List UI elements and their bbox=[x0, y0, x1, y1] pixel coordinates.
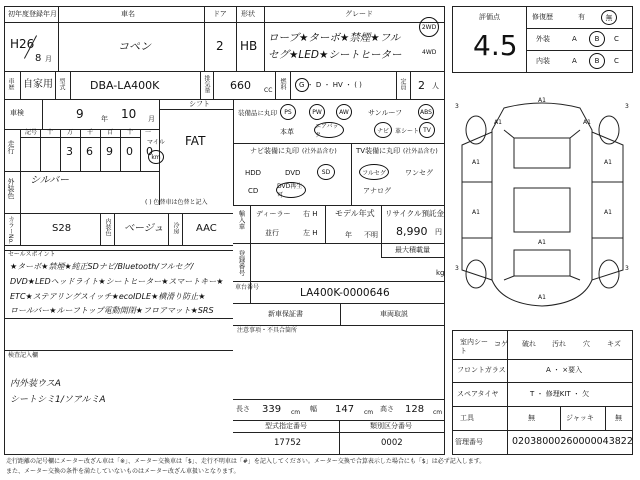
score-label: 評価点 bbox=[479, 13, 500, 21]
model-year-label: モデル年式 bbox=[335, 209, 375, 218]
mgmt-number: 02038000260000043822 bbox=[512, 436, 633, 447]
inspector-line: シートシミ1/ソアルミA bbox=[10, 395, 106, 405]
equip-abs-circle: ABS bbox=[418, 104, 434, 120]
interior-color-label: 内装色 bbox=[104, 218, 111, 236]
windshield-label: フロントガラス bbox=[457, 366, 506, 374]
seat-label: 室内シート bbox=[460, 338, 488, 356]
seat-yogore: 汚れ bbox=[552, 340, 566, 348]
ac-label: 冷房 bbox=[172, 222, 179, 234]
category-value: 自家用 bbox=[23, 79, 53, 90]
equip-navi-circle: ナビ bbox=[374, 122, 392, 138]
spare-value: T ・ 修理KIT ・ 欠 bbox=[530, 390, 590, 398]
color-no-label: カラーNo. bbox=[7, 216, 14, 244]
nav-cd: CD bbox=[248, 187, 259, 195]
height-value: 128 bbox=[405, 404, 425, 415]
inspection-month-unit: 月 bbox=[148, 115, 155, 123]
mileage-digit: 0 bbox=[126, 145, 133, 158]
interior-color-value: ベージュ bbox=[124, 223, 164, 234]
repair-yes: 有 bbox=[578, 13, 585, 21]
sales-line: ロールバー★ルーフトップ電動開閉★フロアマット★SRS bbox=[10, 306, 214, 315]
footer-note: 走行距離の記号欄にメーター改ざん車は「※」、メーター交換車は「$」、走行不明車は「#」を記入してください。メーター交換で合算表示した場合にも「$」は必ず記入します。 bbox=[6, 458, 486, 465]
diagram-label: A1 bbox=[583, 119, 591, 126]
car-name: コペン bbox=[118, 40, 151, 53]
mileage-digit: 9 bbox=[106, 145, 113, 158]
mileage-unit-ju: 十 bbox=[127, 129, 134, 136]
designation-value: 17752 bbox=[274, 438, 302, 448]
nav-sub: (社外品含む) bbox=[302, 148, 337, 155]
fuel-label: 燃料 bbox=[279, 78, 286, 90]
drive-4wd: 4WD bbox=[422, 49, 437, 56]
shift-label: シフト bbox=[189, 100, 210, 108]
capacity-label: 定員 bbox=[399, 78, 406, 90]
mileage-digit: 3 bbox=[66, 145, 73, 158]
nav-dvd-play-circle: DVD再生可 bbox=[276, 182, 306, 198]
equip-sunroof: サンルーフ bbox=[368, 109, 403, 117]
diagram-label: A1 bbox=[472, 209, 480, 216]
mileage-label: 走行 bbox=[7, 140, 15, 154]
recycle-label: リサイクル預託金 bbox=[385, 209, 444, 218]
equip-airbag-circle: エアバック bbox=[314, 122, 344, 138]
windshield-value: A ・ ×要入 bbox=[546, 366, 583, 374]
model-year-unit: 年 bbox=[345, 231, 352, 239]
mileage-unit-symbol: 記号 bbox=[25, 129, 38, 136]
import-label: 輸入車 bbox=[237, 210, 246, 230]
length-unit: cm bbox=[291, 409, 301, 416]
tread-label: 3 bbox=[625, 265, 629, 272]
reg-month: 8 bbox=[35, 53, 42, 64]
diagram-label: A1 bbox=[494, 119, 502, 126]
diagram-label: A1 bbox=[538, 97, 546, 104]
ac-value: AAC bbox=[196, 223, 217, 234]
exterior-grade-a: A bbox=[572, 35, 577, 43]
fuel-options: G ・ D ・ HV ・ ( ) bbox=[299, 81, 362, 89]
equip-aw-circle: AW bbox=[336, 104, 352, 120]
mile-unit: マイル bbox=[147, 139, 165, 146]
capacity-unit: 人 bbox=[432, 82, 439, 90]
car-diagram bbox=[452, 90, 633, 320]
chassis-label: 車台番号 bbox=[235, 284, 260, 291]
width-unit: cm bbox=[364, 409, 374, 416]
capacity-value: 2 bbox=[418, 79, 425, 92]
mileage-unit-hyaku: 百 bbox=[107, 129, 114, 136]
inspection-year-unit: 年 bbox=[101, 115, 108, 123]
recycle-yen: 円 bbox=[435, 228, 442, 236]
interior-grade-c: C bbox=[614, 57, 619, 65]
grade-line2: セグ★LED★シートヒーター bbox=[268, 49, 402, 61]
shift-value: FAT bbox=[185, 134, 206, 148]
exterior-label: 外装色 bbox=[7, 178, 15, 199]
equip-pw-circle: PW bbox=[309, 104, 325, 120]
mileage-digit: 0 bbox=[146, 145, 153, 158]
mileage-digit: 6 bbox=[86, 145, 93, 158]
designation-label: 型式指定番号 bbox=[265, 422, 307, 430]
nav-title: ナビ装備に丸印 bbox=[250, 147, 299, 155]
reg-year: H26 bbox=[10, 37, 35, 51]
footer-note: また、メーター交換の条件を満たしていないものはメーター改ざん車扱いとなります。 bbox=[6, 468, 240, 475]
import-right: 右 H bbox=[303, 210, 318, 218]
tools-value: 無 bbox=[528, 414, 535, 422]
class-value: 0002 bbox=[381, 438, 403, 448]
mileage-unit-ichi: 一 bbox=[145, 129, 152, 136]
cc-unit: CC bbox=[264, 87, 273, 94]
doors-label: ドア bbox=[213, 10, 227, 18]
km-circle: km bbox=[148, 150, 164, 164]
notes-label: 注意事項・不具合箇所 bbox=[237, 327, 298, 334]
inspector-label: 検査記入欄 bbox=[8, 352, 39, 359]
diagram-label: A1 bbox=[604, 159, 612, 166]
width-value: 147 bbox=[335, 404, 355, 415]
diagram-label: A1 bbox=[472, 159, 480, 166]
equipment-title: 装備品に丸印 bbox=[238, 109, 277, 117]
model-value: DBA-LA400K bbox=[90, 79, 160, 92]
repair-label: 修復歴 bbox=[532, 13, 553, 21]
interior-grade-a: A bbox=[572, 57, 577, 65]
tread-label: 3 bbox=[455, 103, 459, 110]
equip-tv-circle: TV bbox=[419, 122, 435, 138]
nav-sd-circle: SD bbox=[317, 164, 335, 180]
first-reg-label: 初年度登録年月 bbox=[8, 10, 57, 18]
diagram-label: A1 bbox=[538, 239, 546, 246]
import-parallel: 並行 bbox=[265, 229, 279, 237]
drive-2wd-circle: 2WD bbox=[419, 17, 439, 37]
tv-oneseg: ワンセグ bbox=[405, 169, 433, 177]
nav-dvd: DVD bbox=[285, 169, 301, 177]
sales-line: DVD★LEDヘッドライト★シートヒーター★スマートキー★ bbox=[10, 277, 224, 286]
vehicle-manual: 車両取説 bbox=[380, 310, 408, 318]
car-name-label: 車名 bbox=[121, 10, 135, 18]
class-label: 類別区分番号 bbox=[370, 422, 412, 430]
tread-label: 3 bbox=[625, 103, 629, 110]
grade-label: グレード bbox=[345, 10, 373, 18]
doors-value: 2 bbox=[216, 39, 224, 53]
height-unit: cm bbox=[433, 409, 443, 416]
length-value: 339 bbox=[262, 404, 282, 415]
tv-sub: (社外品含む) bbox=[403, 148, 438, 155]
seat-yabure: 破れ bbox=[522, 340, 536, 348]
exterior-grade-c: C bbox=[614, 35, 619, 43]
interior-grade-label: 内装 bbox=[536, 57, 550, 65]
inspection-month: 10 bbox=[121, 107, 137, 121]
nav-hdd: HDD bbox=[245, 169, 262, 177]
displacement-value: 660 bbox=[230, 79, 251, 92]
exterior-grade-b-circle: B bbox=[589, 31, 605, 47]
equip-ps-circle: PS bbox=[280, 104, 296, 120]
import-dealer: ディーラー bbox=[256, 210, 291, 218]
regnum-label: 登録番号 bbox=[237, 250, 246, 276]
displacement-label: 排気量 bbox=[203, 75, 210, 93]
length-label: 長さ bbox=[236, 405, 250, 413]
sales-point-label: セールスポイント bbox=[8, 251, 56, 258]
category-label: 車歴 bbox=[7, 78, 14, 90]
sales-line: ETC★ステアリングスイッチ★ecoIDLE★横滑り防止★ bbox=[10, 292, 206, 301]
new-warranty: 新車保証書 bbox=[268, 310, 303, 318]
tread-label: 3 bbox=[455, 265, 459, 272]
jack-label: ジャッキ bbox=[566, 414, 594, 422]
tv-title: TV装備に丸印 bbox=[356, 147, 401, 155]
seat-kizu: キズ bbox=[607, 340, 621, 348]
model-year-unknown: 不明 bbox=[364, 231, 378, 239]
equip-leather-seat: 革シート bbox=[395, 128, 420, 135]
car-outline-icon bbox=[452, 90, 633, 320]
type-label: 型式 bbox=[58, 78, 65, 90]
max-load-label: 最大積載量 bbox=[395, 246, 430, 254]
shape-label: 形状 bbox=[241, 10, 255, 18]
exterior-grade-label: 外装 bbox=[536, 35, 550, 43]
chassis-number: LA400K-0000646 bbox=[300, 287, 390, 299]
inspection-year: 9 bbox=[76, 107, 84, 121]
shape-value: HB bbox=[240, 39, 258, 53]
exterior-color: シルバー bbox=[30, 175, 70, 186]
equip-leather: 本革 bbox=[280, 128, 294, 136]
height-label: 高さ bbox=[380, 405, 394, 413]
reg-month-suffix: 月 bbox=[45, 55, 52, 63]
inspector-line: 内外装ウスA bbox=[10, 379, 61, 389]
exterior-note: ( ) 色替車は色替と記入 bbox=[145, 199, 208, 206]
seat-ana: 穴 bbox=[583, 340, 590, 348]
diagram-label: A1 bbox=[538, 294, 546, 301]
mileage-unit-sen: 千 bbox=[87, 129, 94, 136]
spare-label: スペアタイヤ bbox=[457, 390, 499, 398]
inspection-label: 車検 bbox=[10, 109, 24, 117]
score-value: 4.5 bbox=[473, 29, 518, 62]
repair-no-circle: 無 bbox=[601, 10, 617, 25]
mileage-unit-10man: 十 bbox=[47, 129, 54, 136]
diagram-label: A1 bbox=[604, 209, 612, 216]
tools-label: 工具 bbox=[460, 414, 474, 422]
recycle-value: 8,990 bbox=[396, 225, 428, 238]
mgmt-label: 管理番号 bbox=[455, 438, 483, 446]
grade-line1: ローブ★ターボ★禁煙★フル bbox=[268, 32, 401, 44]
mileage-unit-man: 万 bbox=[67, 129, 74, 136]
sales-line: ★ターボ★禁煙★純正SDナビ/Bluetooth/フルセグ/ bbox=[10, 262, 194, 271]
jack-value: 無 bbox=[615, 414, 622, 422]
tv-analog: アナログ bbox=[363, 187, 391, 195]
import-left: 左 H bbox=[303, 229, 318, 237]
tv-fullseg-circle: フルセグ bbox=[359, 164, 389, 180]
width-label: 幅 bbox=[310, 405, 317, 413]
seat-koge: コゲ bbox=[494, 340, 508, 348]
max-load-unit: kg bbox=[436, 269, 445, 277]
interior-grade-b-circle: B bbox=[589, 53, 605, 69]
color-no-value: S28 bbox=[52, 223, 72, 234]
